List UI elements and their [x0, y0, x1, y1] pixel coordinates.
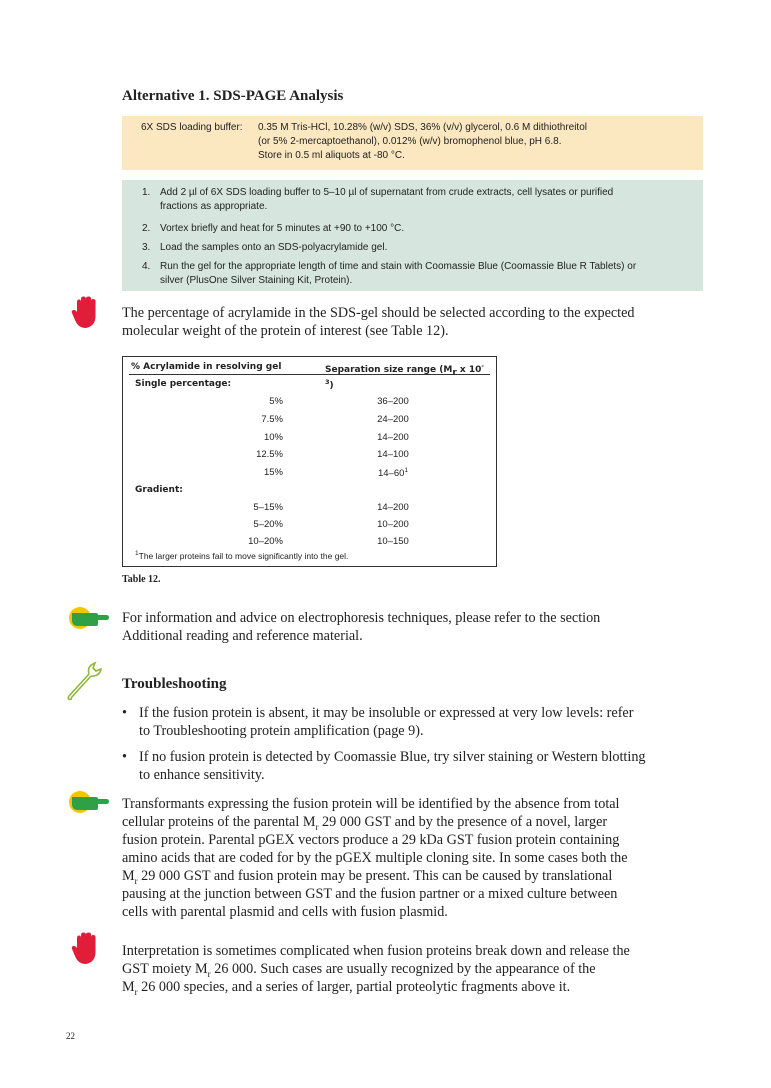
note-interpretation-line: GST moiety $M_r$ 26 000. Such cases are usually recognized by the appearance of the — [122, 961, 596, 979]
step-item — [142, 222, 702, 236]
bullet-line: If no fusion protein is detected by Coomassie Blue, try silver staining or Western blotting — [139, 749, 646, 765]
step-number: 3. — [142, 242, 151, 253]
section-title: Alternative 1. SDS-PAGE Analysis — [122, 88, 344, 104]
table-cell-range: 14–200 — [377, 432, 409, 443]
step-text: Vortex briefly and heat for 5 minutes at +90 to +100 °C. — [160, 223, 405, 234]
table-cell-pct: 5% — [269, 396, 283, 407]
troubleshooting-bullet — [122, 705, 712, 741]
step-text: Add 2 µl of 6X SDS loading buffer to 5–10 µl of supernatant from crude extracts, cell lysates or purified — [160, 187, 614, 198]
step-number: 2. — [142, 223, 151, 234]
table-header-col1: % Acrylamide in resolving gel — [131, 362, 282, 372]
buffer-line: Store in 0.5 ml aliquots at -80 °C. — [258, 150, 405, 161]
step-item — [142, 186, 702, 216]
table-cell-range: 36–200 — [377, 396, 409, 407]
note-transformants-line: amino acids that are coded for by the pGEX multiple cloning site. In some cases both the — [122, 850, 628, 866]
step-text: silver (PlusOne Silver Staining Kit, Protein). — [160, 275, 353, 286]
procedure-steps-box — [122, 180, 703, 291]
step-item — [142, 241, 702, 255]
note-percentage-line: molecular weight of the protein of interest (see Table 12). — [122, 323, 449, 339]
table-header-col2: Separation size range ($M_r$ x $10^{-3}$) — [325, 362, 485, 391]
table-cell-pct: 10–20% — [248, 536, 283, 547]
table-cell-pct: 5–20% — [253, 519, 283, 530]
note-transformants-line: pausing at the junction between GST and the fusion partner or a mixed culture between — [122, 886, 618, 902]
note-interpretation-line: $M_r$ 26 000 species, and a series of larger, partial proteolytic fragments above it. — [122, 979, 571, 997]
troubleshooting-title: Troubleshooting — [122, 676, 227, 692]
bullet-dot: • — [122, 749, 127, 765]
hand-stop-icon — [71, 932, 101, 966]
step-number: 4. — [142, 261, 151, 272]
table-cell-pct: 7.5% — [261, 414, 283, 425]
table-cell-range: 10–150 — [377, 536, 409, 547]
buffer-line: (or 5% 2-mercaptoethanol), 0.012% (w/v) bromophenol blue, pH 6.8. — [258, 136, 562, 147]
bullet-line: to enhance sensitivity. — [139, 767, 265, 783]
table-cell-range: 24–200 — [377, 414, 409, 425]
troubleshooting-bullet — [122, 749, 712, 785]
note-percentage-line: The percentage of acrylamide in the SDS-gel should be selected according to the expected — [122, 305, 635, 321]
buffer-recipe-box — [122, 116, 703, 170]
page-number: 22 — [66, 1031, 75, 1041]
bullet-dot: • — [122, 705, 127, 721]
note-info-line: For information and advice on electrophoresis techniques, please refer to the section — [122, 610, 601, 626]
table-cell-pct: 15% — [263, 467, 283, 478]
note-transformants-line: fusion protein. Parental pGEX vectors produce a 29 kDa GST fusion protein containing — [122, 832, 620, 848]
table-group-label: Gradient: — [135, 485, 183, 495]
table-cell-pct: 12.5% — [256, 449, 283, 460]
note-transformants-line: Transformants expressing the fusion protein will be identified by the absence from total — [122, 796, 620, 812]
table-caption: Table 12. — [122, 574, 161, 585]
note-info-line: Additional reading and reference material. — [122, 628, 363, 644]
table-cell-pct: 5–15% — [253, 502, 283, 513]
table-cell-range: 14–100 — [377, 449, 409, 460]
step-text: Run the gel for the appropriate length of time and stain with Coomassie Blue (Coomassie Blue R Tablets) or — [160, 261, 637, 272]
wrench-icon — [64, 661, 104, 701]
note-transformants-line: $M_r$ 29 000 GST and fusion protein may be present. This can be caused by translational — [122, 868, 613, 886]
note-transformants-line: cells with parental plasmid and cells with fusion plasmid. — [122, 904, 448, 920]
bullet-line: to Troubleshooting protein amplification (page 9). — [139, 723, 424, 739]
note-interpretation-line: Interpretation is sometimes complicated when fusion proteins break down and release the — [122, 943, 630, 959]
bullet-line: If the fusion protein is absent, it may be insoluble or expressed at very low levels: refer — [139, 705, 634, 721]
step-text: fractions as appropriate. — [160, 201, 268, 212]
table-footnote: $^1$The larger proteins fail to move significantly into the gel. — [135, 550, 349, 561]
pointing-hand-icon — [68, 604, 112, 632]
acrylamide-table — [122, 356, 497, 567]
hand-stop-icon — [71, 296, 101, 330]
buffer-label: 6X SDS loading buffer: — [141, 122, 243, 133]
buffer-line: 0.35 M Tris-HCl, 10.28% (w/v) SDS, 36% (v/v) glycerol, 0.6 M dithiothreitol — [258, 122, 587, 133]
table-cell-range: 14–200 — [377, 502, 409, 513]
table-cell-range: 10–200 — [377, 519, 409, 530]
step-item — [142, 260, 702, 290]
pointing-hand-icon — [68, 788, 112, 816]
note-transformants-line: cellular proteins of the parental $M_r$ 29 000 GST and by the presence of a novel, larger — [122, 814, 608, 832]
table-cell-range: $14-60^1$ — [377, 467, 409, 480]
table-cell-pct: 10% — [263, 432, 283, 443]
step-text: Load the samples onto an SDS-polyacrylamide gel. — [160, 242, 388, 253]
step-number: 1. — [142, 187, 151, 198]
table-group-label: Single percentage: — [135, 379, 232, 389]
